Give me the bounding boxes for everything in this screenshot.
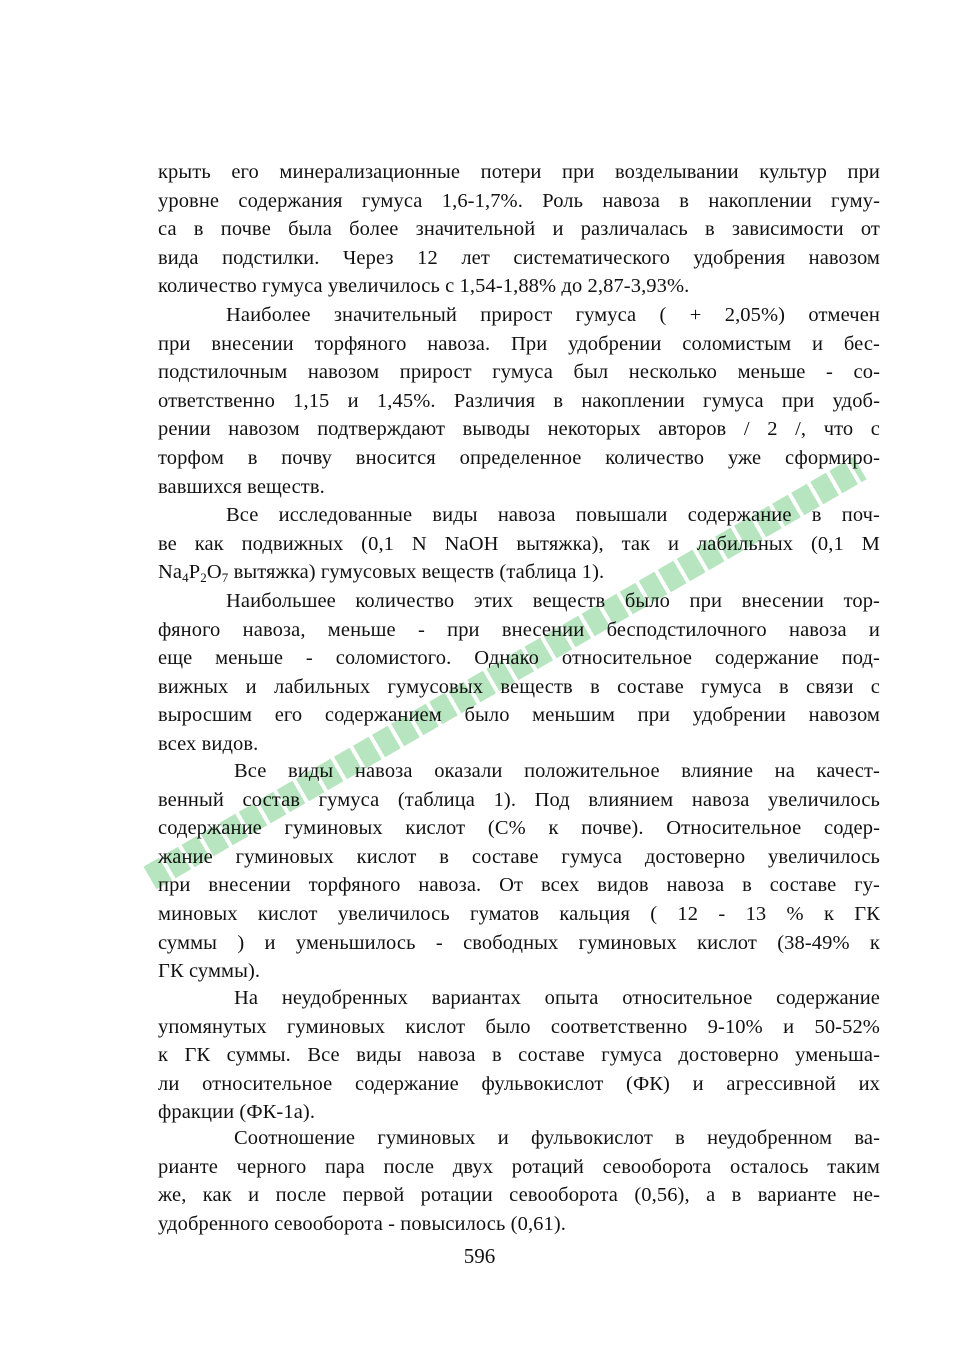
paragraph-3 xyxy=(158,501,880,587)
text-line: вижных и лабильных гумусовых веществ в составе гумуса в связи с xyxy=(158,675,880,698)
text-line: к ГК суммы. Все виды навоза в составе гумуса достоверно уменьша- xyxy=(158,1044,880,1067)
text-line: венный состав гумуса (таблица 1). Под влиянием навоза увеличилось xyxy=(158,788,880,811)
text-line: ГК суммы). xyxy=(158,960,261,983)
page-number: 596 xyxy=(463,1244,496,1268)
text-line: жание гуминовых кислот в составе гумуса достоверно увеличилось xyxy=(158,845,880,868)
formula-rest: вытяжка) гумусовых веществ (таблица 1). xyxy=(228,561,605,584)
text-line: количество гумуса увеличилось с 1,54-1,88% до 2,87-3,93%. xyxy=(158,275,690,298)
formula-p-sub: 2 xyxy=(200,570,207,586)
text-line: Все исследованные виды навоза повышали содержание в поч- xyxy=(226,504,880,526)
text-line: всех видов. xyxy=(158,732,259,755)
text-line: са в почве была более значительной и различалась в зависимости от xyxy=(158,218,880,241)
text-line: Все виды навоза оказали положительное влияние на качест- xyxy=(234,760,880,782)
text-line: еще меньше - соломистого. Однако относительное содержание под- xyxy=(158,647,880,670)
paragraph-1 xyxy=(158,158,880,301)
text-line: ответственно 1,15 и 1,45%. Различия в накоплении гумуса при удоб- xyxy=(158,389,880,412)
text-line: удобренного севооборота - повысилось (0,61). xyxy=(158,1212,567,1235)
text-line: рианте черного пара после двух ротаций севооборота осталось таким xyxy=(158,1155,880,1178)
formula-o-sub: 7 xyxy=(221,570,229,586)
text-line: торфом в почву вносится определенное количество уже сформиро- xyxy=(158,446,880,469)
text-line: ве как подвижных (0,1 N NaOH вытяжка), так и лабильных (0,1 M xyxy=(158,532,880,555)
paragraph-4 xyxy=(158,587,880,759)
text-line: ли относительное содержание фульвокислот (ФК) и агрессивной их xyxy=(158,1072,880,1095)
text-line: при внесении торфяного навоза. При удобрении соломистым и бес- xyxy=(158,332,880,355)
text-line: вавшихся веществ. xyxy=(158,475,325,498)
text-line: рении навозом подтверждают выводы некоторых авторов / 2 /, что с xyxy=(158,418,880,441)
text-line: при внесении торфяного навоза. От всех видов навоза в составе гу- xyxy=(158,874,880,897)
formula-o: O xyxy=(206,561,222,584)
text-line: уровне содержания гумуса 1,6-1,7%. Роль навоза в накоплении гуму- xyxy=(158,189,880,212)
text-line: содержание гуминовых кислот (С% к почве). Относительное содер- xyxy=(158,817,880,840)
text-line: вида подстилки. Через 12 лет систематического удобрения навозом xyxy=(158,246,880,269)
formula-p: P xyxy=(188,561,201,584)
text-line: фяного навоза, меньше - при внесении бесподстилочного навоза и xyxy=(158,618,880,641)
text-line: Соотношение гуминовых и фульвокислот в неудобренном ва- xyxy=(234,1127,880,1149)
text-line: фракции (ФК-1а). xyxy=(158,1101,316,1124)
text-line: Наибольшее количество этих веществ было при внесении тор- xyxy=(226,590,880,612)
formula-na: Na xyxy=(158,561,183,584)
formula-na-sub: 4 xyxy=(182,570,189,586)
formula-line xyxy=(158,558,880,587)
text-line: Наиболее значительный прирост гумуса ( + 2,05%) отмечен xyxy=(226,304,880,326)
paragraph-5 xyxy=(158,757,880,986)
paragraph-6 xyxy=(158,984,880,1127)
text-line: выросшим его содержанием было меньшим при удобрении навозом xyxy=(158,704,880,727)
paragraph-2 xyxy=(158,301,880,501)
text-line: На неудобренных вариантах опыта относительное содержание xyxy=(234,987,880,1009)
text-line: упомянутых гуминовых кислот было соответственно 9-10% и 50-52% xyxy=(158,1015,880,1038)
paragraph-7 xyxy=(158,1124,880,1238)
text-line: крыть его минерализационные потери при возделывании культур при xyxy=(158,161,880,183)
text-line: подстилочным навозом прирост гумуса был несколько меньше - со- xyxy=(158,361,880,384)
text-line: же, как и после первой ротации севооборота (0,56), а в варианте не- xyxy=(158,1184,880,1207)
text-line: миновых кислот увеличилось гуматов кальция ( 12 - 13 % к ГК xyxy=(158,902,880,925)
text-line: суммы ) и уменьшилось - свободных гуминовых кислот (38-49% к xyxy=(158,931,880,954)
